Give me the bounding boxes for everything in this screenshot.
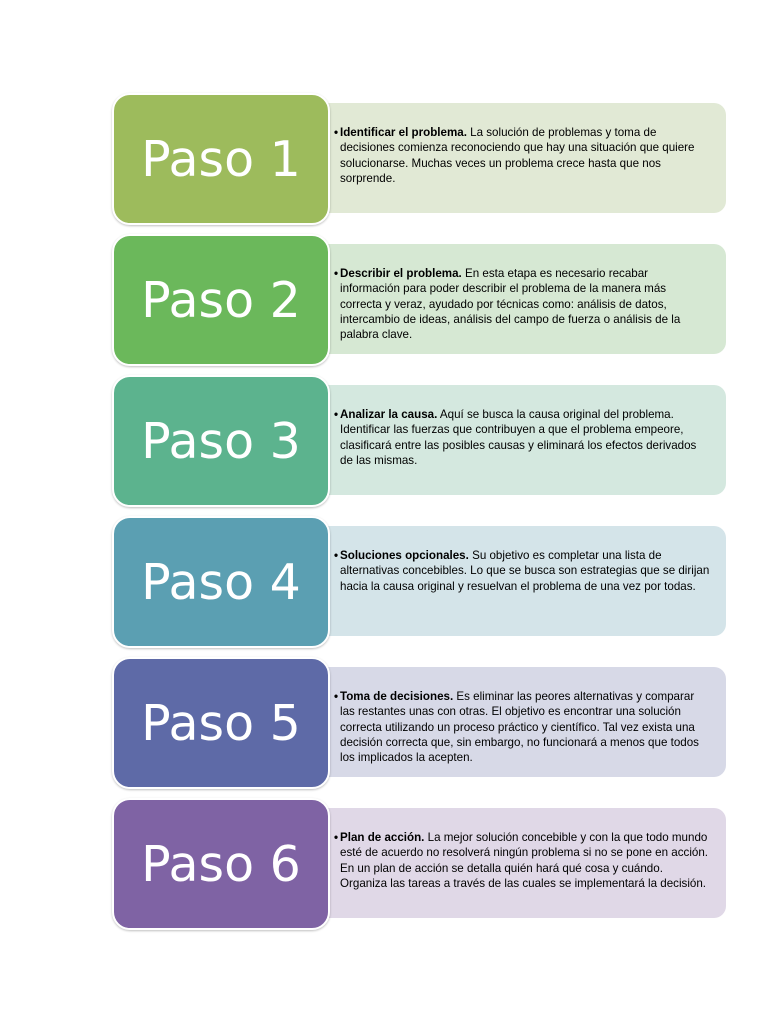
step-6-tile bbox=[112, 798, 330, 930]
step-6 bbox=[112, 798, 726, 930]
bullet-mark: • bbox=[334, 549, 339, 562]
step-4-label: Paso 4 bbox=[141, 553, 301, 611]
step-2-tile bbox=[112, 234, 330, 366]
step-4 bbox=[112, 516, 726, 648]
step-6-lead: Plan de acción. bbox=[340, 831, 425, 844]
step-3-description bbox=[312, 385, 726, 495]
step-4-description bbox=[312, 526, 726, 636]
step-3 bbox=[112, 375, 726, 507]
step-3-label: Paso 3 bbox=[141, 412, 301, 470]
bullet-mark: • bbox=[334, 831, 339, 844]
step-1-description bbox=[312, 103, 726, 213]
step-4-text: Su objetivo es completar una lista de alternativas concebibles. Lo que se busca son estrategias que se dirijan hacia la causa original y resuelvan el problema de una vez por todas. bbox=[340, 549, 710, 593]
step-2 bbox=[112, 234, 726, 366]
step-2-label: Paso 2 bbox=[141, 271, 301, 329]
step-5-description bbox=[312, 667, 726, 777]
step-2-text: En esta etapa es necesario recabar información para poder describir el problema de la manera más correcta y veraz, ayudado por técnicas como: análisis de datos, intercambio de ideas, análisis del campo de fuerza o análisis de la palabra clave. bbox=[340, 267, 681, 342]
step-4-tile bbox=[112, 516, 330, 648]
step-6-label: Paso 6 bbox=[141, 835, 301, 893]
bullet-mark: • bbox=[334, 267, 339, 280]
bullet-mark: • bbox=[334, 690, 339, 703]
step-1 bbox=[112, 93, 726, 225]
step-5-text: Es eliminar las peores alternativas y comparar las restantes unas con otras. El objetivo es encontrar una solución correcta utilizando un proceso práctico y científico. Tal vez exista una decisión correcta que, sin embargo, no funcionará a menos que todos los implicados la acepten. bbox=[340, 690, 699, 765]
step-4-lead: Soluciones opcionales. bbox=[340, 549, 469, 562]
step-2-description bbox=[312, 244, 726, 354]
step-5-label: Paso 5 bbox=[141, 694, 301, 752]
step-1-lead: Identificar el problema. bbox=[340, 126, 467, 139]
step-3-tile bbox=[112, 375, 330, 507]
step-3-text: Aquí se busca la causa original del problema. Identificar las fuerzas que contribuyen a que el problema empeore, clasificará entre las posibles causas y eliminará los efectos derivados de las mismas. bbox=[340, 408, 697, 467]
step-1-label: Paso 1 bbox=[141, 130, 301, 188]
step-3-lead: Analizar la causa. bbox=[340, 408, 438, 421]
step-5-lead: Toma de decisiones. bbox=[340, 690, 454, 703]
step-2-lead: Describir el problema. bbox=[340, 267, 462, 280]
step-1-tile bbox=[112, 93, 330, 225]
step-5 bbox=[112, 657, 726, 789]
bullet-mark: • bbox=[334, 126, 339, 139]
bullet-mark: • bbox=[334, 408, 339, 421]
step-5-tile bbox=[112, 657, 330, 789]
step-6-text: La mejor solución concebible y con la que todo mundo esté de acuerdo no resolverá ningún problema si no se pone en acción. En un plan de acción se detalla quién hará qué cosa y cuándo. Organiza las tareas a través de las cuales se implementará la decisión. bbox=[340, 831, 709, 890]
step-6-description bbox=[312, 808, 726, 918]
step-1-text: La solución de problemas y toma de decisiones comienza reconociendo que hay una situación que quiere solucionarse. Muchas veces un problema crece hasta que nos sorprende. bbox=[340, 126, 695, 185]
